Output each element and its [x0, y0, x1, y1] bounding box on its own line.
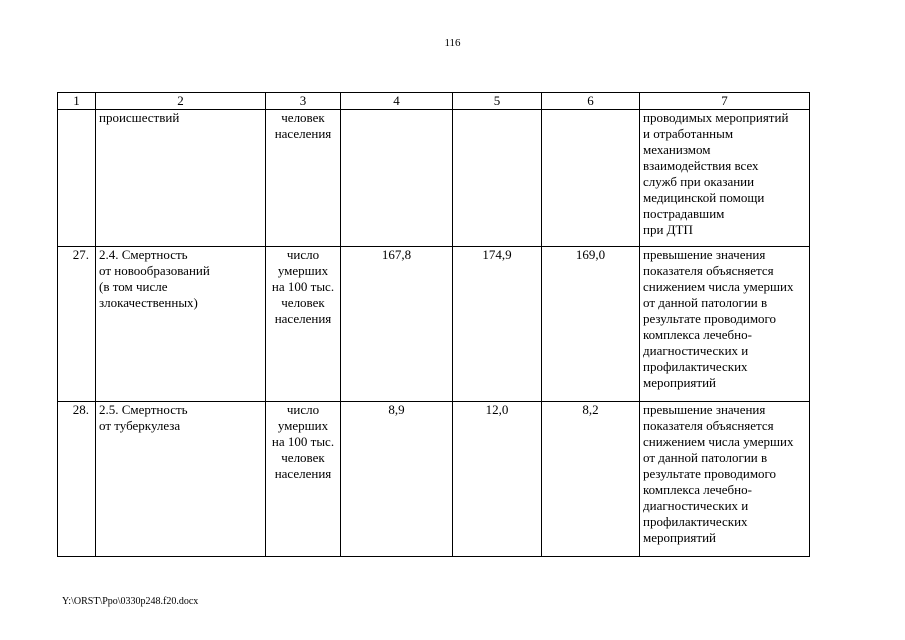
row-number: 28.: [58, 402, 96, 557]
indicator-name: происшествий: [96, 110, 266, 247]
note-cell: превышение значения показателя объясняется снижением числа умерших от данной патологии в результате проводимого комплекса лечебно- диагностических и профилактических мероприятий: [640, 247, 810, 402]
value-cell: [341, 110, 453, 247]
value-cell: [453, 110, 542, 247]
unit-cell: человек населения: [266, 110, 341, 247]
value-cell: 174,9: [453, 247, 542, 402]
unit-cell: число умерших на 100 тыс. человек населения: [266, 247, 341, 402]
column-header: 5: [453, 93, 542, 110]
column-header: 1: [58, 93, 96, 110]
column-header: 3: [266, 93, 341, 110]
page-number: 116: [444, 37, 461, 49]
column-header: 4: [341, 93, 453, 110]
column-header: 6: [542, 93, 640, 110]
column-header: 2: [96, 93, 266, 110]
value-cell: 169,0: [542, 247, 640, 402]
value-cell: [542, 110, 640, 247]
table-row: [58, 402, 810, 557]
value-cell: 167,8: [341, 247, 453, 402]
data-table: [57, 92, 810, 557]
row-number: [58, 110, 96, 247]
table-row: [58, 247, 810, 402]
value-cell: 12,0: [453, 402, 542, 557]
indicator-name: 2.4. Смертность от новообразований (в том числе злокачественных): [96, 247, 266, 402]
indicator-name: 2.5. Смертность от туберкулеза: [96, 402, 266, 557]
table-header-row: [58, 93, 810, 110]
column-header: 7: [640, 93, 810, 110]
note-cell: проводимых мероприятий и отработанным механизмом взаимодействия всех служб при оказании медицинской помощи пострадавшим при ДТП: [640, 110, 810, 247]
file-path-footer: Y:\ORST\Ppo\0330p248.f20.docx: [62, 596, 199, 607]
value-cell: 8,2: [542, 402, 640, 557]
table-row: [58, 110, 810, 247]
note-cell: превышение значения показателя объясняется снижением числа умерших от данной патологии в результате проводимого комплекса лечебно- диагностических и профилактических мероприятий: [640, 402, 810, 557]
value-cell: 8,9: [341, 402, 453, 557]
unit-cell: число умерших на 100 тыс. человек населения: [266, 402, 341, 557]
row-number: 27.: [58, 247, 96, 402]
